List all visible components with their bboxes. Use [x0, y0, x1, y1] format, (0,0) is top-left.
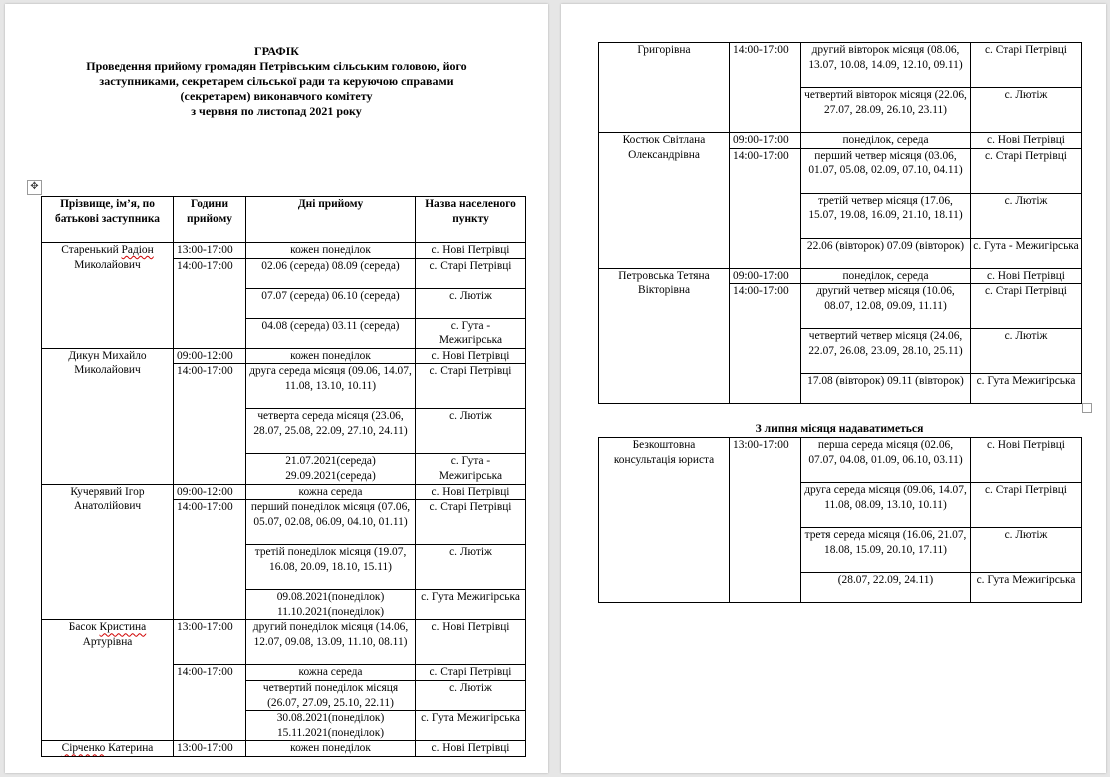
- reception-days: третій понеділок місяця (19.07, 16.08, 20.09, 18.10, 15.11): [246, 545, 416, 590]
- table-row: [42, 243, 526, 259]
- reception-days: кожен понеділок: [246, 348, 416, 364]
- reception-days: 17.08 (вівторок) 09.11 (вівторок): [801, 374, 971, 404]
- settlement-name: с. Гута Межигірська: [416, 590, 526, 620]
- reception-days: понеділок, середа: [801, 133, 971, 149]
- settlement-name: с. Лютіж: [416, 288, 526, 318]
- column-header-name: Прізвище, ім’я, по батькові заступника: [42, 197, 174, 243]
- reception-days: кожна середа: [246, 665, 416, 681]
- table-row: [42, 620, 526, 665]
- settlement-name: с. Старі Петрівці: [971, 483, 1082, 528]
- schedule-table: [41, 196, 526, 757]
- table-row: [599, 438, 1082, 483]
- settlement-name: с. Нові Петрівці: [416, 243, 526, 259]
- settlement-name: с. Старі Петрівці: [416, 258, 526, 288]
- document-header: [5, 44, 548, 119]
- reception-days: 02.06 (середа) 08.09 (середа): [246, 258, 416, 288]
- reception-hours: 14:00-17:00: [730, 284, 801, 404]
- reception-hours: 14:00-17:00: [174, 364, 246, 484]
- document-page-2: [561, 4, 1106, 773]
- person-name: Григорівна: [599, 43, 730, 133]
- reception-hours: 14:00-17:00: [730, 148, 801, 268]
- header-line-1: Проведення прийому громадян Петрівським сільським головою, його: [86, 59, 467, 73]
- table-row: [599, 43, 1082, 88]
- table-header-row: [42, 197, 526, 243]
- settlement-name: с. Лютіж: [416, 680, 526, 710]
- settlement-name: с. Лютіж: [971, 329, 1082, 374]
- header-line-2: заступниками, секретарем сільської ради та керуючою справами: [99, 74, 454, 88]
- reception-days: друга середа місяця (09.06, 14.07, 11.08, 13.10, 10.11): [246, 364, 416, 409]
- reception-days: 22.06 (вівторок) 07.09 (вівторок): [801, 238, 971, 268]
- settlement-name: с. Нові Петрівці: [416, 741, 526, 757]
- table-row: [599, 133, 1082, 149]
- reception-days: перший понеділок місяця (07.06, 05.07, 02.08, 06.09, 04.10, 01.11): [246, 500, 416, 545]
- reception-hours: 09:00-17:00: [730, 268, 801, 284]
- settlement-name: с. Старі Петрівці: [971, 284, 1082, 329]
- document-title: ГРАФІК: [253, 44, 300, 58]
- service-name: Безкоштовна консультація юриста: [599, 438, 730, 603]
- settlement-name: с. Старі Петрівці: [971, 43, 1082, 88]
- reception-days: понеділок, середа: [801, 268, 971, 284]
- reception-hours: 09:00-12:00: [174, 484, 246, 500]
- reception-days: 09.08.2021(понеділок) 11.10.2021(понеділок): [246, 590, 416, 620]
- reception-days: другий понеділок місяця (14.06, 12.07, 09.08, 13.09, 11.10, 08.11): [246, 620, 416, 665]
- settlement-name: с. Старі Петрівці: [416, 500, 526, 545]
- settlement-name: с. Лютіж: [971, 193, 1082, 238]
- reception-hours: 14:00-17:00: [174, 258, 246, 348]
- header-line-4: з червня по листопад 2021 року: [191, 104, 362, 118]
- table-row: [599, 268, 1082, 284]
- settlement-name: с. Нові Петрівці: [971, 438, 1082, 483]
- column-header-hours: Години прийому: [174, 197, 246, 243]
- settlement-name: с. Гута - Межигірська: [416, 454, 526, 484]
- reception-days: другий четвер місяця (10.06, 08.07, 12.08, 09.09, 11.11): [801, 284, 971, 329]
- person-name: Басок Кристина Артурівна: [42, 620, 174, 741]
- reception-hours: 13:00-17:00: [730, 438, 801, 603]
- table-row: [42, 741, 526, 757]
- settlement-name: с. Гута - Межигірська: [416, 318, 526, 348]
- person-name: Кучерявий Ігор Анатолійович: [42, 484, 174, 620]
- reception-days: перша середа місяця (02.06, 07.07, 04.08, 01.09, 06.10, 03.11): [801, 438, 971, 483]
- header-line-3: (секретарем) виконавчого комітету: [180, 89, 373, 103]
- settlement-name: с. Гута Межигірська: [416, 711, 526, 741]
- reception-hours: 14:00-17:00: [174, 665, 246, 741]
- table-row: [42, 484, 526, 500]
- settlement-name: с. Лютіж: [416, 409, 526, 454]
- table-resize-handle-icon[interactable]: [1082, 403, 1092, 413]
- person-name: Сірченко Катерина: [42, 741, 174, 757]
- reception-hours: 13:00-17:00: [174, 243, 246, 259]
- reception-days: перший четвер місяця (03.06, 01.07, 05.08, 02.09, 07.10, 04.11): [801, 148, 971, 193]
- settlement-name: с. Старі Петрівці: [416, 364, 526, 409]
- table-row: [42, 348, 526, 364]
- reception-hours: 13:00-17:00: [174, 741, 246, 757]
- settlement-name: с. Нові Петрівці: [971, 133, 1082, 149]
- settlement-name: с. Лютіж: [971, 88, 1082, 133]
- reception-days: четверта середа місяця (23.06, 28.07, 25.08, 22.09, 27.10, 24.11): [246, 409, 416, 454]
- reception-days: четвертий понеділок місяця (26.07, 27.09, 25.10, 22.11): [246, 680, 416, 710]
- column-header-place: Назва населеного пункту: [416, 197, 526, 243]
- settlement-name: с. Лютіж: [971, 528, 1082, 573]
- reception-days: 04.08 (середа) 03.11 (середа): [246, 318, 416, 348]
- reception-days: кожен понеділок: [246, 243, 416, 259]
- july-notice: З липня місяця надаватиметься: [755, 422, 924, 435]
- reception-days: 21.07.2021(середа) 29.09.2021(середа): [246, 454, 416, 484]
- reception-days: кожен понеділок: [246, 741, 416, 757]
- reception-hours: 13:00-17:00: [174, 620, 246, 665]
- reception-days: третя середа місяця (16.06, 21.07, 18.08, 15.09, 20.10, 17.11): [801, 528, 971, 573]
- person-name: Дикун Михайло Миколайович: [42, 348, 174, 484]
- schedule-table-continued: [598, 42, 1082, 404]
- reception-hours: 14:00-17:00: [730, 43, 801, 133]
- reception-days: друга середа місяця (09.06, 14.07, 11.08, 08.09, 13.10, 10.11): [801, 483, 971, 528]
- reception-days: четвертий вівторок місяця (22.06, 27.07, 28.09, 26.10, 23.11): [801, 88, 971, 133]
- reception-days: четвертий четвер місяця (24.06, 22.07, 26.08, 23.09, 28.10, 25.11): [801, 329, 971, 374]
- settlement-name: с. Нові Петрівці: [971, 268, 1082, 284]
- settlement-name: с. Старі Петрівці: [971, 148, 1082, 193]
- reception-days: (28.07, 22.09, 24.11): [801, 573, 971, 603]
- column-header-days: Дні прийому: [246, 197, 416, 243]
- person-name: Старенький Радіон Миколайович: [42, 243, 174, 349]
- reception-days: третій четвер місяця (17.06, 15.07, 19.08, 16.09, 21.10, 18.11): [801, 193, 971, 238]
- reception-hours: 09:00-17:00: [730, 133, 801, 149]
- reception-days: 30.08.2021(понеділок) 15.11.2021(понеділок): [246, 711, 416, 741]
- reception-hours: 09:00-12:00: [174, 348, 246, 364]
- document-page-1: [5, 4, 548, 773]
- table-move-handle-icon[interactable]: ✥: [27, 180, 42, 195]
- settlement-name: с. Нові Петрівці: [416, 348, 526, 364]
- person-name: Петровська Тетяна Вікторівна: [599, 268, 730, 404]
- settlement-name: с. Гута - Межигірська: [971, 238, 1082, 268]
- settlement-name: с. Гута Межигірська: [971, 374, 1082, 404]
- reception-hours: 14:00-17:00: [174, 500, 246, 620]
- reception-days: другий вівторок місяця (08.06, 13.07, 10.08, 14.09, 12.10, 09.11): [801, 43, 971, 88]
- reception-days: кожна середа: [246, 484, 416, 500]
- lawyer-consultation-table: [598, 437, 1082, 603]
- settlement-name: с. Лютіж: [416, 545, 526, 590]
- settlement-name: с. Гута Межигірська: [971, 573, 1082, 603]
- settlement-name: с. Нові Петрівці: [416, 484, 526, 500]
- settlement-name: с. Старі Петрівці: [416, 665, 526, 681]
- reception-days: 07.07 (середа) 06.10 (середа): [246, 288, 416, 318]
- person-name: Костюк Світлана Олександрівна: [599, 133, 730, 269]
- settlement-name: с. Нові Петрівці: [416, 620, 526, 665]
